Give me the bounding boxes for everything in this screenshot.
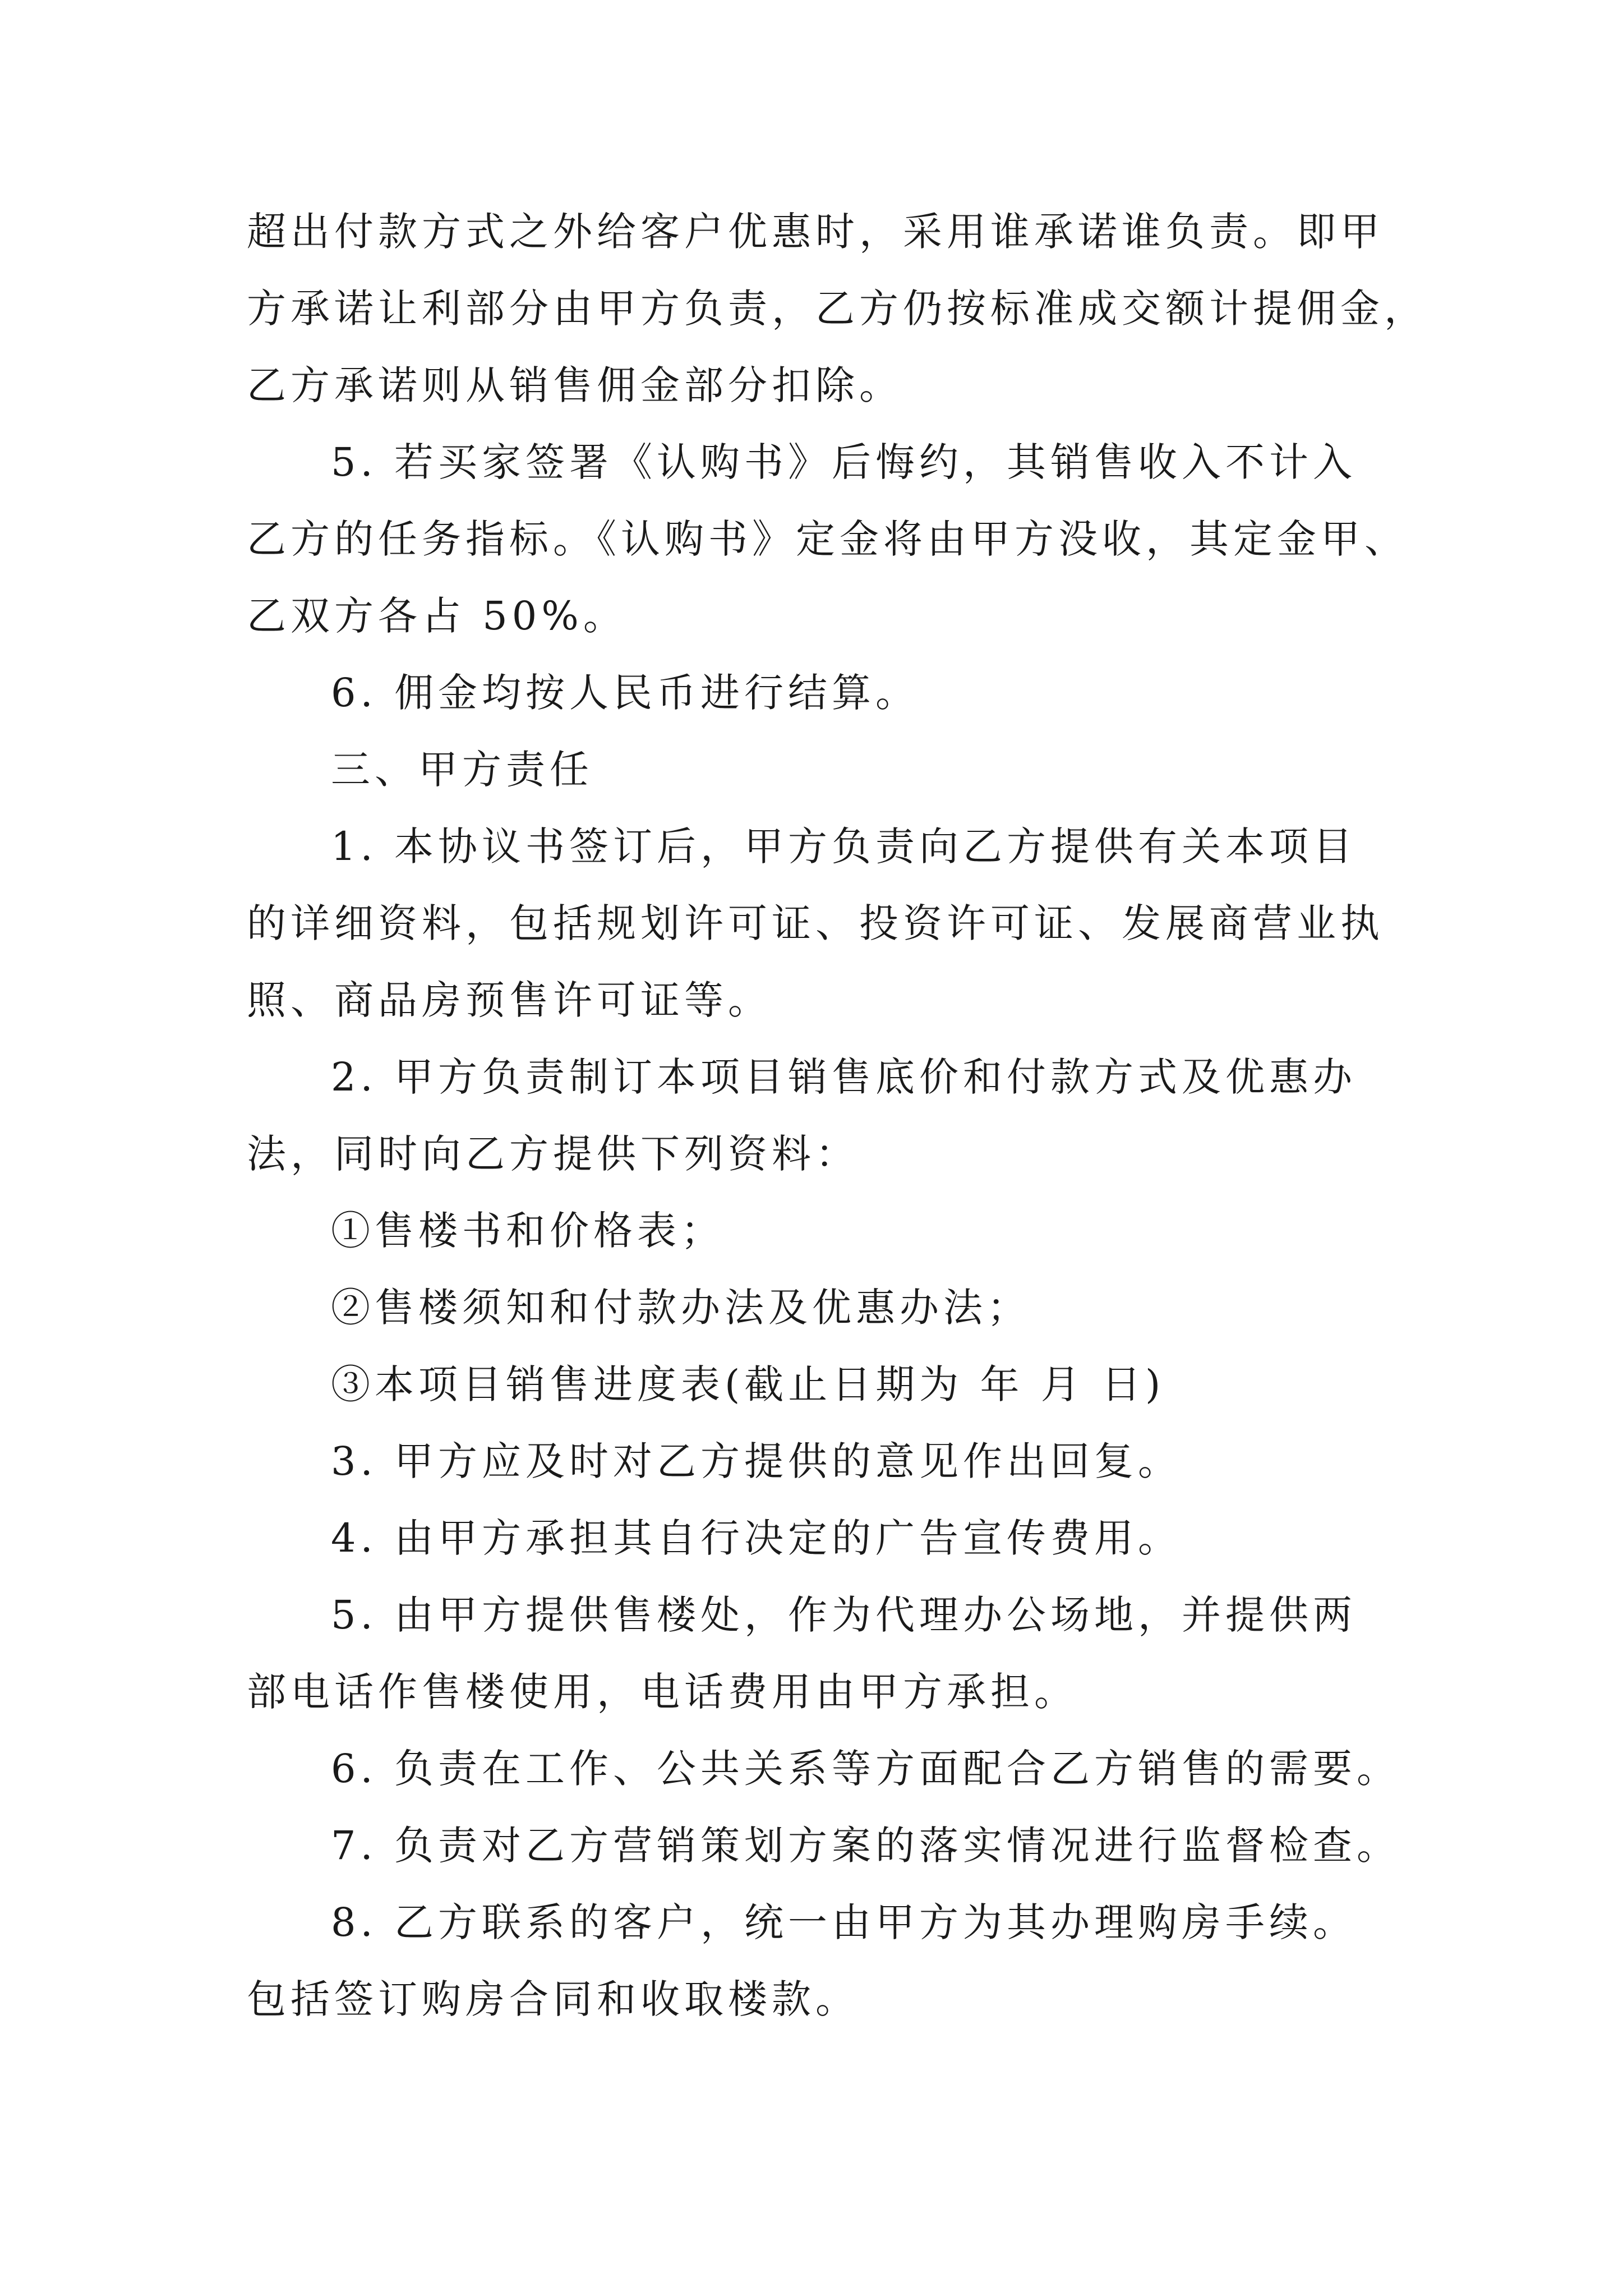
- text-line: 8. 乙方联系的客户，统一由甲方为其办理购房手续。: [331, 1899, 1357, 1945]
- text-line: 方承诺让利部分由甲方负责，乙方仍按标准成交额计提佣金，: [247, 286, 1428, 332]
- text-line: 6. 负责在工作、公共关系等方面配合乙方销售的需要。: [331, 1746, 1401, 1792]
- text-line: 6. 佣金均按人民币进行结算。: [331, 670, 920, 716]
- list-item: ③本项目销售进度表(截止日期为 年 月 日): [331, 1361, 1165, 1407]
- section-heading: 三、甲方责任: [331, 747, 593, 793]
- text-line: 照、商品房预售许可证等。: [247, 977, 772, 1023]
- text-line: 超出付款方式之外给客户优惠时，采用谁承诺谁负责。即甲: [247, 209, 1384, 255]
- text-line: 乙方的任务指标。《认购书》定金将由甲方没收，其定金甲、: [247, 516, 1408, 562]
- text-line: 4. 由甲方承担其自行决定的广告宣传费用。: [331, 1515, 1182, 1561]
- text-line: 包括签订购房合同和收取楼款。: [247, 1976, 859, 2022]
- text-line: 乙方承诺则从销售佣金部分扣除。: [247, 362, 903, 408]
- text-line: 5. 由甲方提供售楼处，作为代理办公场地，并提供两: [331, 1592, 1357, 1638]
- text-line: 5. 若买家签署《认购书》后悔约，其销售收入不计入: [331, 439, 1357, 485]
- list-item: ①售楼书和价格表；: [331, 1208, 725, 1254]
- text-line: 法，同时向乙方提供下列资料：: [247, 1131, 859, 1177]
- text-line: 1. 本协议书签订后，甲方负责向乙方提供有关本项目: [331, 823, 1357, 869]
- list-item: ②售楼须知和付款办法及优惠办法；: [331, 1285, 1031, 1331]
- text-line: 部电话作售楼使用，电话费用由甲方承担。: [247, 1669, 1078, 1715]
- text-line: 7. 负责对乙方营销策划方案的落实情况进行监督检查。: [331, 1823, 1401, 1869]
- text-line: 的详细资料，包括规划许可证、投资许可证、发展商营业执: [247, 900, 1384, 946]
- text-line: 3. 甲方应及时对乙方提供的意见作出回复。: [331, 1438, 1182, 1484]
- text-line: 乙双方各占 50%。: [247, 593, 627, 639]
- document-body: [247, 194, 1428, 2038]
- text-line: 2. 甲方负责制订本项目销售底价和付款方式及优惠办: [331, 1054, 1357, 1100]
